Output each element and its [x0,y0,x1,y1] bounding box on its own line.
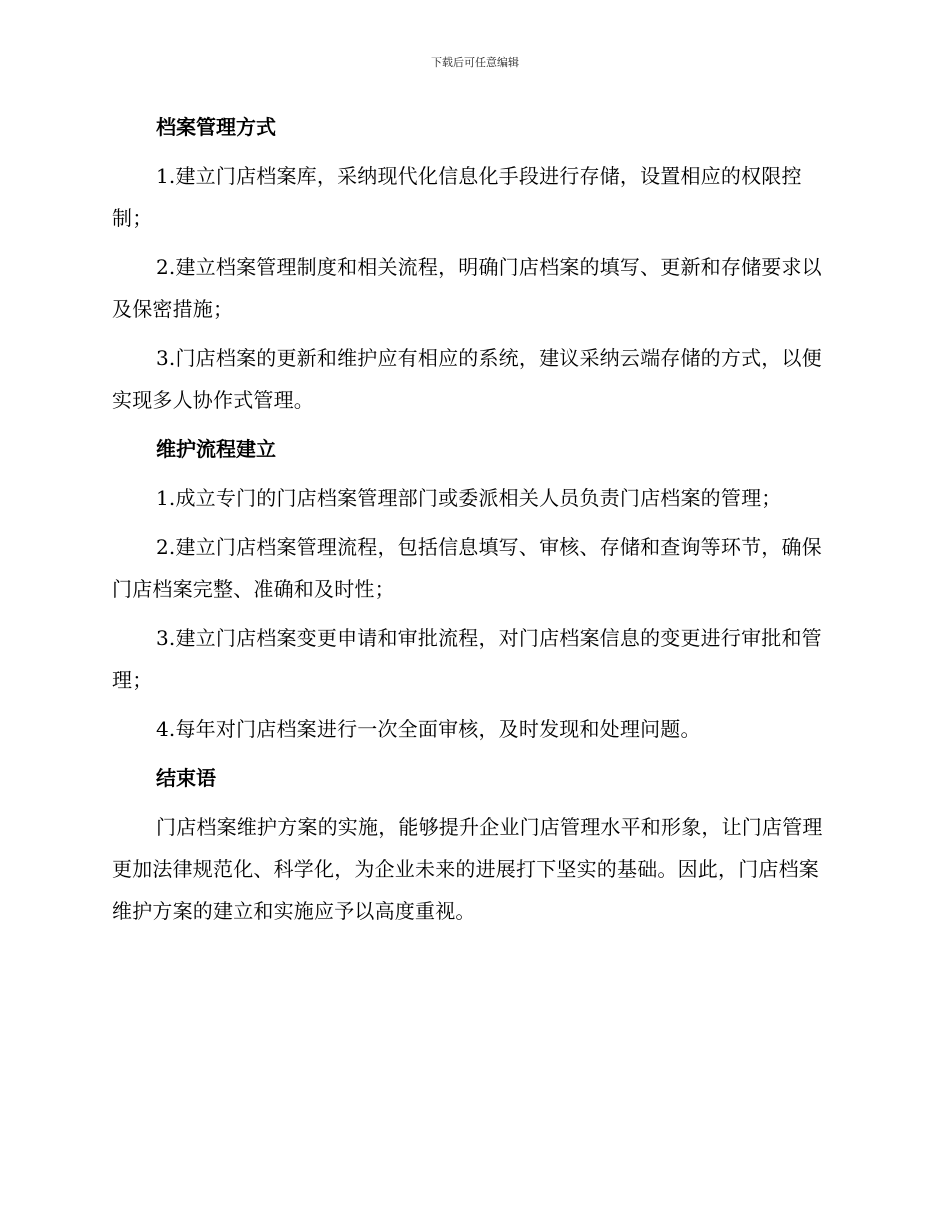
document-body [112,112,828,945]
section-heading: 结束语 [156,766,216,790]
paragraph: 2.建立门店档案管理流程，包括信息填写、审核、存储和查询等环节，确保门店档案完整、准确和及时性； [112,535,822,601]
section-heading: 维护流程建立 [156,437,276,461]
paragraph: 3.建立门店档案变更申请和审批流程，对门店档案信息的变更进行审批和管理； [112,626,822,692]
paragraph: 4.每年对门店档案进行一次全面审核，及时发现和处理问题。 [156,717,701,741]
paragraph: 3.门店档案的更新和维护应有相应的系统，建议采纳云端存储的方式，以便实现多人协作式管理。 [112,346,822,412]
section-maintenance-process [112,434,828,750]
header-note: 下载后可任意编辑 [431,56,519,69]
paragraph: 1.建立门店档案库，采纳现代化信息化手段进行存储，设置相应的权限控制； [112,164,802,230]
section-archive-management [112,112,828,421]
paragraph: 2.建立档案管理制度和相关流程，明确门店档案的填写、更新和存储要求以及保密措施； [112,255,822,321]
paragraph: 1.成立专门的门店档案管理部门或委派相关人员负责门店档案的管理； [156,486,782,510]
section-conclusion [112,763,828,932]
paragraph: 门店档案维护方案的实施，能够提升企业门店管理水平和形象，让门店管理更加法律规范化、科学化，为企业未来的进展打下坚实的基础。因此，门店档案维护方案的建立和实施应予以高度重视。 [112,815,823,923]
section-heading: 档案管理方式 [156,115,276,139]
